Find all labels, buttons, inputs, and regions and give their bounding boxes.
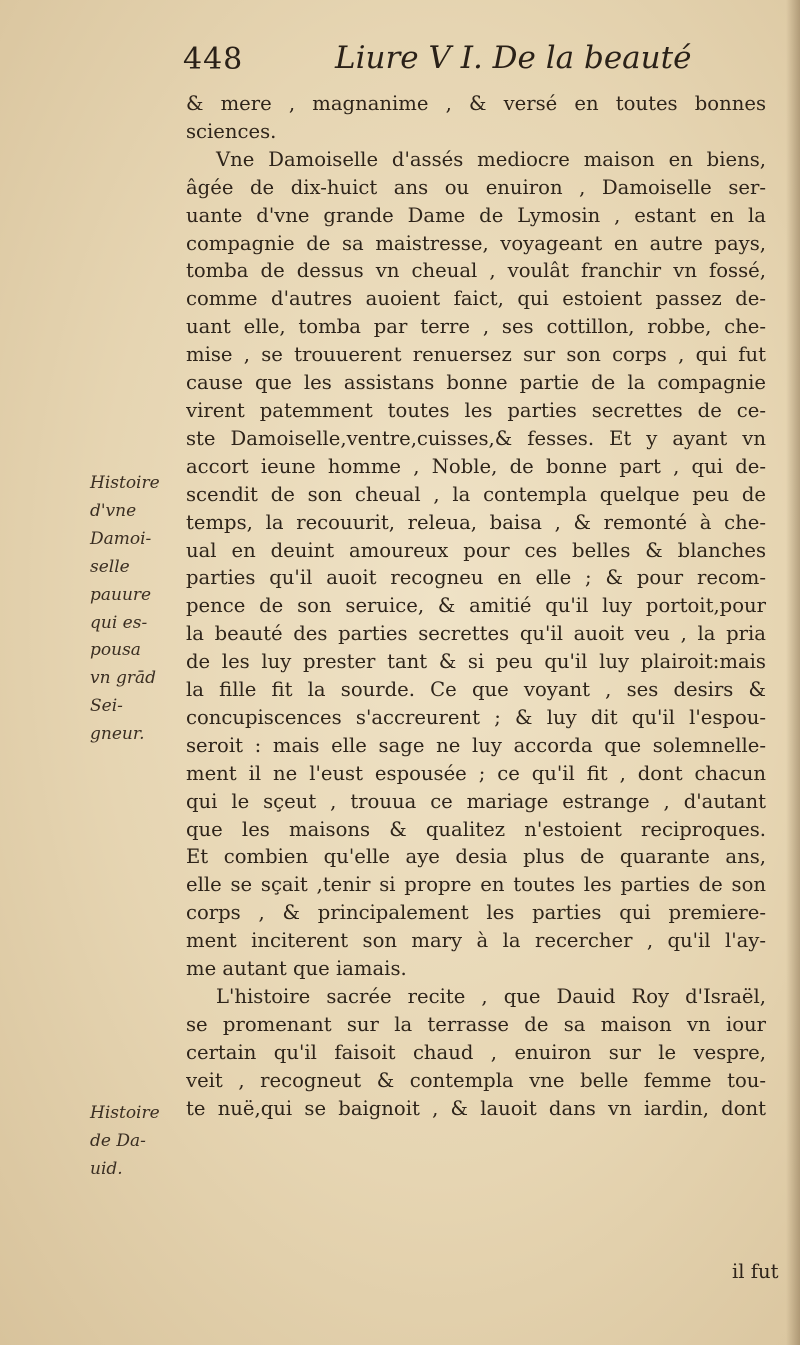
text-line: pence de son seruice, & amitié qu'il luy portoit,pour (186, 594, 766, 618)
text-line: uant elle, tomba par terre , ses cottillon, robbe, che- (186, 315, 766, 339)
text-line: te nuë,qui se baignoit , & lauoit dans vn iardin, dont (186, 1096, 766, 1120)
margin-note-line: vn grād (90, 668, 156, 689)
margin-note-line: Sei- (90, 696, 123, 717)
body-text (186, 90, 766, 1123)
text-line: concupiscences s'accreurent ; & luy dit qu'il l'espou- (186, 705, 766, 729)
text-line: uante d'vne grande Dame de Lymosin , estant en la (186, 203, 766, 227)
text-line: la fille fit la sourde. Ce que voyant , ses desirs & (186, 678, 766, 702)
page-header (0, 42, 800, 92)
text-line: cause que les assistans bonne partie de la compagnie (186, 371, 766, 395)
text-line: compagnie de sa maistresse, voyageant en autre pays, (186, 231, 766, 255)
text-line: se promenant sur la terrasse de sa maison vn iour (186, 1012, 766, 1036)
margin-note-line: Histoire (90, 1103, 160, 1123)
text-line: de les luy prester tant & si peu qu'il luy plairoit:mais (186, 650, 766, 674)
text-line: tomba de dessus vn cheual , voulât franchir vn fossé, (186, 259, 766, 283)
text-line: qui le sçeut , trouua ce mariage estrange , d'autant (186, 789, 766, 813)
text-line: ual en deuint amoureux pour ces belles & blanches (186, 538, 766, 562)
page-number: 448 (183, 42, 244, 77)
text-line: la beauté des parties secrettes qu'il auoit veu , la pria (186, 622, 766, 646)
text-line: ste Damoiselle,ventre,cuisses,& fesses. Et y ayant vn (186, 426, 766, 450)
margin-note-line: gneur. (90, 724, 145, 745)
text-line: elle se sçait ,tenir si propre en toutes les parties de son (186, 873, 766, 897)
text-line: scendit de son cheual , la contempla quelque peu de (186, 482, 766, 506)
text-line: ment inciterent son mary à la recercher , qu'il l'ay- (186, 929, 766, 953)
text-line: temps, la recouurit, releua, baisa , & remonté à che- (186, 510, 766, 534)
running-title: Liure V I. De la beauté (335, 40, 692, 76)
text-line: virent patemment toutes les parties secrettes de ce- (186, 398, 766, 422)
margin-note-line: pauure (90, 584, 152, 605)
text-line: mise , se trouuerent renuersez sur son corps , qui fut (186, 343, 766, 367)
text-line: certain qu'il faisoit chaud , enuiron sur le vespre, (186, 1040, 766, 1064)
margin-note-line: pousa (90, 640, 141, 661)
text-line: L'histoire sacrée recite , que Dauid Roy d'Israël, (216, 985, 766, 1008)
catchword: il fut (732, 1260, 779, 1283)
margin-note-line: d'vne (90, 500, 137, 521)
text-line: Et combien qu'elle aye desia plus de quarante ans, (186, 845, 766, 869)
text-line: veit , recogneut & contempla vne belle femme tou- (186, 1068, 766, 1092)
text-line: Vne Damoiselle d'assés mediocre maison en biens, (216, 147, 766, 171)
margin-note-line: qui es- (90, 612, 148, 633)
text-line: me autant que iamais. (186, 957, 407, 981)
text-line: & mere , magnanime , & versé en toutes bonnes (186, 92, 766, 115)
margin-note-histoire-damoiselle (90, 470, 182, 749)
text-line: parties qu'il auoit recogneu en elle ; & pour recom- (186, 566, 766, 590)
margin-note-line: Histoire (90, 473, 160, 493)
text-line: que les maisons & qualitez n'estoient reciproques. (186, 817, 766, 841)
text-line: âgée de dix-huict ans ou enuiron , Damoiselle ser- (186, 175, 766, 199)
text-line: ment il ne l'eust espousée ; ce qu'il fit , dont chacun (186, 761, 766, 785)
margin-note-histoire-dauid (90, 1100, 182, 1184)
text-line: sciences. (186, 119, 277, 143)
margin-note-line: de Da- (90, 1130, 146, 1151)
text-line: comme d'autres auoient faict, qui estoient passez de- (186, 287, 766, 311)
margin-note-line: uid. (90, 1158, 123, 1179)
margin-note-line: Damoi- (90, 528, 152, 549)
margin-note-line: selle (90, 556, 130, 577)
text-line: seroit : mais elle sage ne luy accorda que solemnelle- (186, 733, 766, 757)
text-line: corps , & principalement les parties qui premiere- (186, 901, 766, 925)
text-line: accort ieune homme , Noble, de bonne part , qui de- (186, 454, 766, 478)
